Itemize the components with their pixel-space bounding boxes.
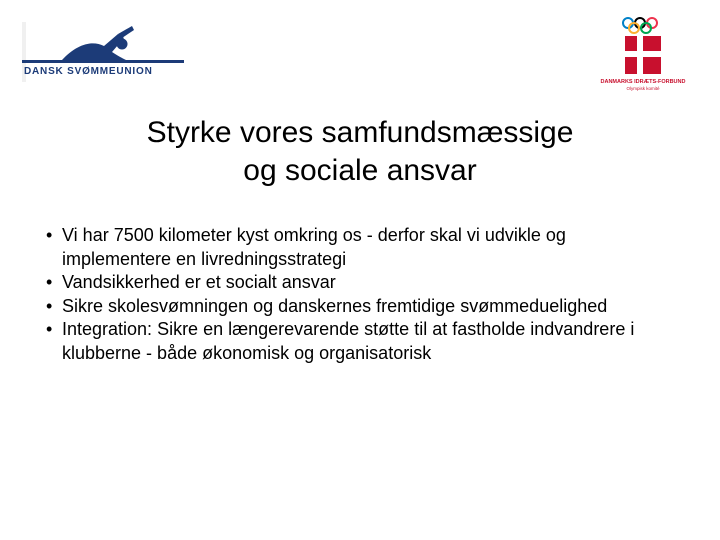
bullet-icon: • — [46, 295, 53, 316]
bullet-item — [46, 224, 686, 271]
bullet-item — [46, 271, 686, 295]
slide-title — [60, 114, 660, 190]
bullet-text: Vandsikkerhed er et socialt ansvar — [62, 272, 336, 292]
bullet-text: Vi har 7500 kilometer kyst omkring os - derfor skal vi udvikle og implementere en livredningsstrategi — [62, 225, 566, 269]
swimmer-icon — [22, 22, 184, 82]
bullet-text: Integration: Sikre en længerevarende støtte til at fastholde indvandrere i klubberne - både økonomisk og organisatorisk — [62, 319, 635, 363]
bullet-item — [46, 318, 686, 365]
dsu-wordmark: DANSK SVØMMEUNION — [24, 66, 153, 77]
dansk-svoemmeunion-logo — [22, 22, 184, 82]
dif-caption: DANMARKS IDRÆTS-FORBUND — [600, 79, 686, 85]
bullet-icon: • — [46, 272, 53, 292]
dif-logo — [600, 14, 688, 94]
title-line-1: Styrke vores samfundsmæssige — [146, 116, 574, 149]
bullet-text: Sikre skolesvømningen og danskernes fremtidige svømmeduelighed — [62, 295, 608, 316]
olympic-flag-icon — [600, 14, 688, 94]
bullet-icon: • — [46, 225, 53, 245]
bullet-item — [46, 295, 686, 319]
dif-subcaption: Olympisk komité — [626, 86, 660, 91]
bullet-icon: • — [46, 319, 53, 339]
title-line-2: og sociale ansvar — [243, 154, 477, 187]
bullet-list — [46, 224, 686, 365]
